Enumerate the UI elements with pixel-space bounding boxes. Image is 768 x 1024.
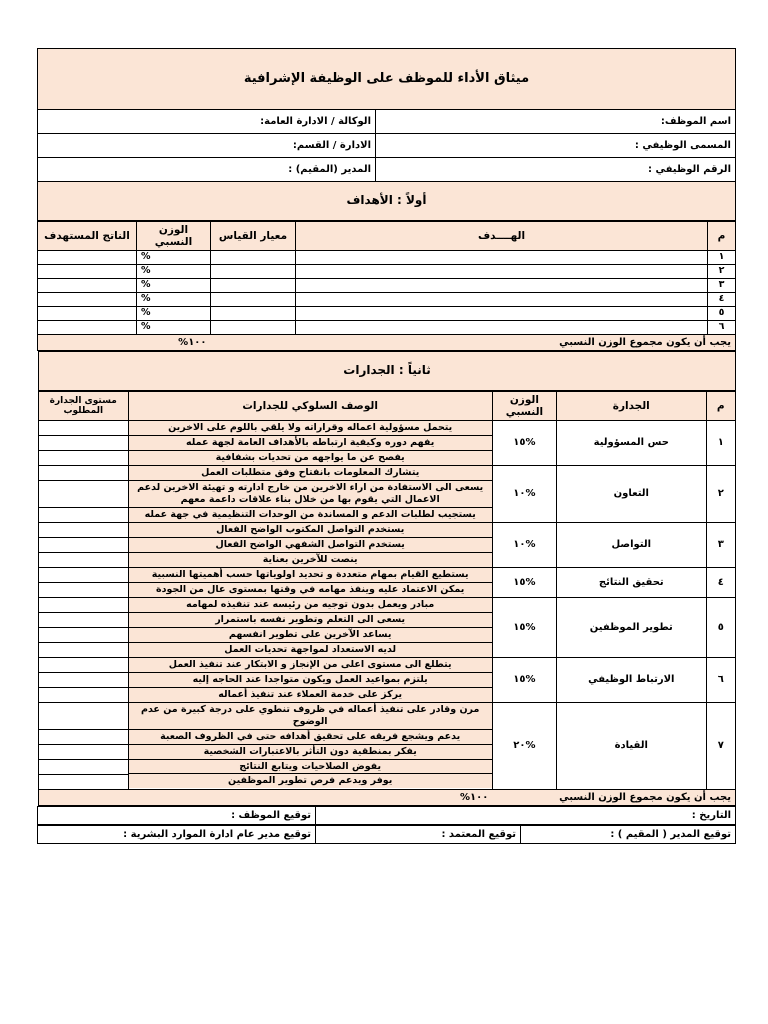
level-input-cell[interactable]	[39, 538, 128, 553]
level-input-cell[interactable]	[39, 583, 128, 597]
goal-num: ١	[708, 251, 736, 265]
measure-cell[interactable]	[211, 293, 296, 307]
result-cell[interactable]	[38, 307, 137, 321]
employee-name-field[interactable]: اسم الموظف:	[376, 110, 736, 134]
behavior-item: يفوض الصلاحيات ويتابع النتائج	[129, 760, 492, 775]
level-input-cell[interactable]	[39, 775, 128, 789]
level-input-cell[interactable]	[39, 613, 128, 628]
manager-signature-field[interactable]: توقيع المدير ( المقيم ) :	[521, 826, 736, 844]
competency-num: ٤	[706, 568, 735, 598]
behavior-item: يسعى الى التعلم وتطوير نفسه باستمرار	[129, 613, 492, 628]
behavior-item: ينصت للآخرين بعناية	[129, 553, 492, 567]
goal-num: ٤	[708, 293, 736, 307]
goal-num: ٣	[708, 279, 736, 293]
level-input-cell[interactable]	[39, 745, 128, 760]
weight-cell[interactable]: %	[137, 279, 211, 293]
behavior-item: يفهم دوره وكيفية ارتباطه بالأهداف العامة لجهة عمله	[129, 436, 492, 451]
competency-name: تطوير الموظفين	[557, 598, 707, 658]
behavior-item: يوفر ويدعم فرص تطوير الموظفين	[129, 774, 492, 788]
hr-signature-field[interactable]: توقيع مدير عام ادارة الموارد البشرية :	[38, 826, 316, 844]
behavior-list	[128, 658, 492, 703]
goal-cell[interactable]	[296, 307, 708, 321]
level-input-cell[interactable]	[39, 628, 128, 643]
competency-row	[39, 658, 736, 703]
result-cell[interactable]	[38, 279, 137, 293]
competency-weight: %٢٠	[492, 703, 556, 790]
measure-cell[interactable]	[211, 251, 296, 265]
behavior-list	[128, 598, 492, 658]
weight-cell[interactable]: %	[137, 265, 211, 279]
goal-num: ٦	[708, 321, 736, 335]
behavior-item: يتشارك المعلومات بانفتاح وفق متطلبات العمل	[129, 466, 492, 481]
level-input-cell[interactable]	[39, 508, 128, 522]
behavior-list	[128, 421, 492, 466]
result-cell[interactable]	[38, 293, 137, 307]
level-input-cell[interactable]	[39, 436, 128, 451]
measure-cell[interactable]	[211, 307, 296, 321]
job-number-field[interactable]: الرقم الوظيفي :	[376, 158, 736, 182]
goal-cell[interactable]	[296, 321, 708, 335]
weight-cell[interactable]: %	[137, 293, 211, 307]
goals-table	[37, 221, 736, 351]
goals-sum-note: يجب أن يكون مجموع الوزن النسبي	[211, 335, 736, 351]
competency-weight: %١٥	[492, 421, 556, 466]
comp-header-name: الجدارة	[557, 392, 707, 421]
department-field[interactable]: الادارة / القسم:	[38, 134, 376, 158]
comp-header-description: الوصف السلوكي للجدارات	[128, 392, 492, 421]
weight-cell[interactable]: %	[137, 307, 211, 321]
level-cells	[39, 658, 129, 703]
level-input-cell[interactable]	[39, 523, 128, 538]
level-input-cell[interactable]	[39, 466, 128, 481]
competency-row	[39, 421, 736, 466]
competency-name: القيادة	[557, 703, 707, 790]
competency-num: ٢	[706, 466, 735, 523]
approver-signature-field[interactable]: توقيع المعتمد :	[316, 826, 521, 844]
result-cell[interactable]	[38, 321, 137, 335]
competency-row	[39, 523, 736, 568]
competency-num: ٦	[706, 658, 735, 703]
weight-cell[interactable]: %	[137, 251, 211, 265]
behavior-item: يستخدم التواصل المكتوب الواضح الفعال	[129, 523, 492, 538]
goal-row	[38, 251, 736, 265]
goal-row	[38, 279, 736, 293]
comp-sum-value: ١٠٠%	[39, 790, 493, 806]
level-input-cell[interactable]	[39, 673, 128, 688]
level-cells	[39, 466, 129, 523]
behavior-item: يمكن الاعتماد عليه وينفذ مهامه في وقتها بمستوى عال من الجودة	[129, 583, 492, 597]
measure-cell[interactable]	[211, 321, 296, 335]
result-cell[interactable]	[38, 265, 137, 279]
level-input-cell[interactable]	[39, 553, 128, 567]
result-cell[interactable]	[38, 251, 137, 265]
goal-num: ٥	[708, 307, 736, 321]
level-cells	[39, 568, 129, 598]
competencies-table	[38, 391, 736, 806]
level-input-cell[interactable]	[39, 760, 128, 775]
goal-cell[interactable]	[296, 279, 708, 293]
behavior-list	[128, 568, 492, 598]
goals-header-measure: معيار القياس	[211, 222, 296, 251]
date-field[interactable]: التاريخ :	[316, 807, 736, 825]
goals-header-goal: الهــــدف	[296, 222, 708, 251]
level-cells	[39, 598, 129, 658]
competency-weight: %١٥	[492, 658, 556, 703]
behavior-list	[128, 523, 492, 568]
level-cells	[39, 703, 129, 790]
goal-row	[38, 293, 736, 307]
manager-field[interactable]: المدير (المقيم) :	[38, 158, 376, 182]
competency-name: التعاون	[557, 466, 707, 523]
goals-header-result: الناتج المستهدف	[38, 222, 137, 251]
level-input-cell[interactable]	[39, 568, 128, 583]
behavior-item: يساعد الآخرين على تطوير انفسهم	[129, 628, 492, 643]
competency-row	[39, 466, 736, 523]
behavior-item: مرن وقادر على تنفيذ أعماله في ظروف تنطوي على درجة كبيرة من عدم الوضوح	[129, 703, 492, 730]
competency-weight: %١٥	[492, 598, 556, 658]
competency-row	[39, 568, 736, 598]
level-input-cell[interactable]	[39, 598, 128, 613]
comp-sum-note: يجب أن يكون مجموع الوزن النسبي	[492, 790, 735, 806]
competency-name: تحقيق النتائج	[557, 568, 707, 598]
competency-row	[39, 598, 736, 658]
form-title: ميثاق الأداء للموظف على الوظيفة الإشرافية	[38, 49, 736, 110]
goal-cell[interactable]	[296, 251, 708, 265]
behavior-item: يلتزم بمواعيد العمل ويكون متواجدا عند الحاجه إليه	[129, 673, 492, 688]
competency-row	[39, 703, 736, 790]
measure-cell[interactable]	[211, 265, 296, 279]
header-table	[37, 48, 736, 221]
competency-num: ٥	[706, 598, 735, 658]
behavior-item: يتطلع الى مستوى اعلى من الإنجاز و الابتكار عند تنفيذ العمل	[129, 658, 492, 673]
comp-header-level: مستوى الجدارة المطلوب	[39, 392, 129, 421]
level-cells	[39, 523, 129, 568]
behavior-item: يتحمل مسؤولية اعماله وقراراته ولا يلقي باللوم على الاخرين	[129, 421, 492, 436]
competencies-section-title: ثانياً : الجدارات	[39, 352, 736, 391]
behavior-list	[128, 466, 492, 523]
goals-section-title: أولاً : الأهداف	[38, 182, 736, 221]
goal-num: ٢	[708, 265, 736, 279]
competencies-title-table	[38, 351, 736, 391]
goal-cell[interactable]	[296, 293, 708, 307]
weight-cell[interactable]: %	[137, 321, 211, 335]
level-input-cell[interactable]	[39, 451, 128, 465]
employee-signature-field[interactable]: توقيع الموظف :	[38, 807, 316, 825]
level-input-cell[interactable]	[39, 421, 128, 436]
behavior-item: يركز على خدمة العملاء عند تنفيذ أعماله	[129, 688, 492, 702]
behavior-item: مبادر ويعمل بدون توجيه من رئيسه عند تنفيذه لمهامه	[129, 598, 492, 613]
behavior-item: يسعى الى الاستفادة من اراء الاخرين من خارج ادارته و تهيئة الاخرين لدعم الاعمال التي يقوم بها من خلال بناء علاقات داعمة معهم	[129, 481, 492, 508]
behavior-item: يستجيب لطلبات الدعم و المساندة من الوحدات التنظيمية في جهة عمله	[129, 508, 492, 522]
level-input-cell[interactable]	[39, 481, 128, 508]
footer-table-2	[37, 825, 736, 844]
level-input-cell[interactable]	[39, 658, 128, 673]
competency-num: ١	[706, 421, 735, 466]
level-input-cell[interactable]	[39, 730, 128, 745]
goal-row	[38, 265, 736, 279]
job-title-field[interactable]: المسمى الوظيفي :	[376, 134, 736, 158]
competency-weight: %١٠	[492, 523, 556, 568]
competency-num: ٣	[706, 523, 735, 568]
level-cells	[39, 421, 129, 466]
level-input-cell[interactable]	[39, 643, 128, 657]
competency-weight: %١٠	[492, 466, 556, 523]
goals-sum-value: ١٠٠%	[38, 335, 211, 351]
goal-row	[38, 307, 736, 321]
goal-row	[38, 321, 736, 335]
goal-cell[interactable]	[296, 265, 708, 279]
goals-header-weight: الوزن النسبي	[137, 222, 211, 251]
behavior-item: يستطيع القيام بمهام متعددة و تحديد اولوياتها حسب أهميتها النسبية	[129, 568, 492, 583]
goals-header-num: م	[708, 222, 736, 251]
level-input-cell[interactable]	[39, 688, 128, 702]
competency-name: الارتباط الوظيفي	[557, 658, 707, 703]
performance-charter-form	[38, 48, 736, 844]
behavior-list	[128, 703, 492, 790]
behavior-item: يفصح عن ما يواجهه من تحديات بشفافية	[129, 451, 492, 465]
behavior-item: لديه الاستعداد لمواجهة تحديات العمل	[129, 643, 492, 657]
behavior-item: يفكر بمنطقية دون التأثر بالاعتبارات الشخصية	[129, 745, 492, 760]
agency-field[interactable]: الوكالة / الادارة العامة:	[38, 110, 376, 134]
footer-table	[37, 806, 736, 825]
comp-header-weight: الوزن النسبي	[492, 392, 556, 421]
competency-weight: %١٥	[492, 568, 556, 598]
behavior-item: يستخدم التواصل الشفهي الواضح الفعال	[129, 538, 492, 553]
measure-cell[interactable]	[211, 279, 296, 293]
competency-name: حس المسؤولية	[557, 421, 707, 466]
level-input-cell[interactable]	[39, 703, 128, 730]
competency-num: ٧	[706, 703, 735, 790]
comp-header-num: م	[706, 392, 735, 421]
competency-name: التواصل	[557, 523, 707, 568]
behavior-item: يدعم ويشجع فريقه على تحقيق أهدافه حتى في الظروف الصعبة	[129, 730, 492, 745]
